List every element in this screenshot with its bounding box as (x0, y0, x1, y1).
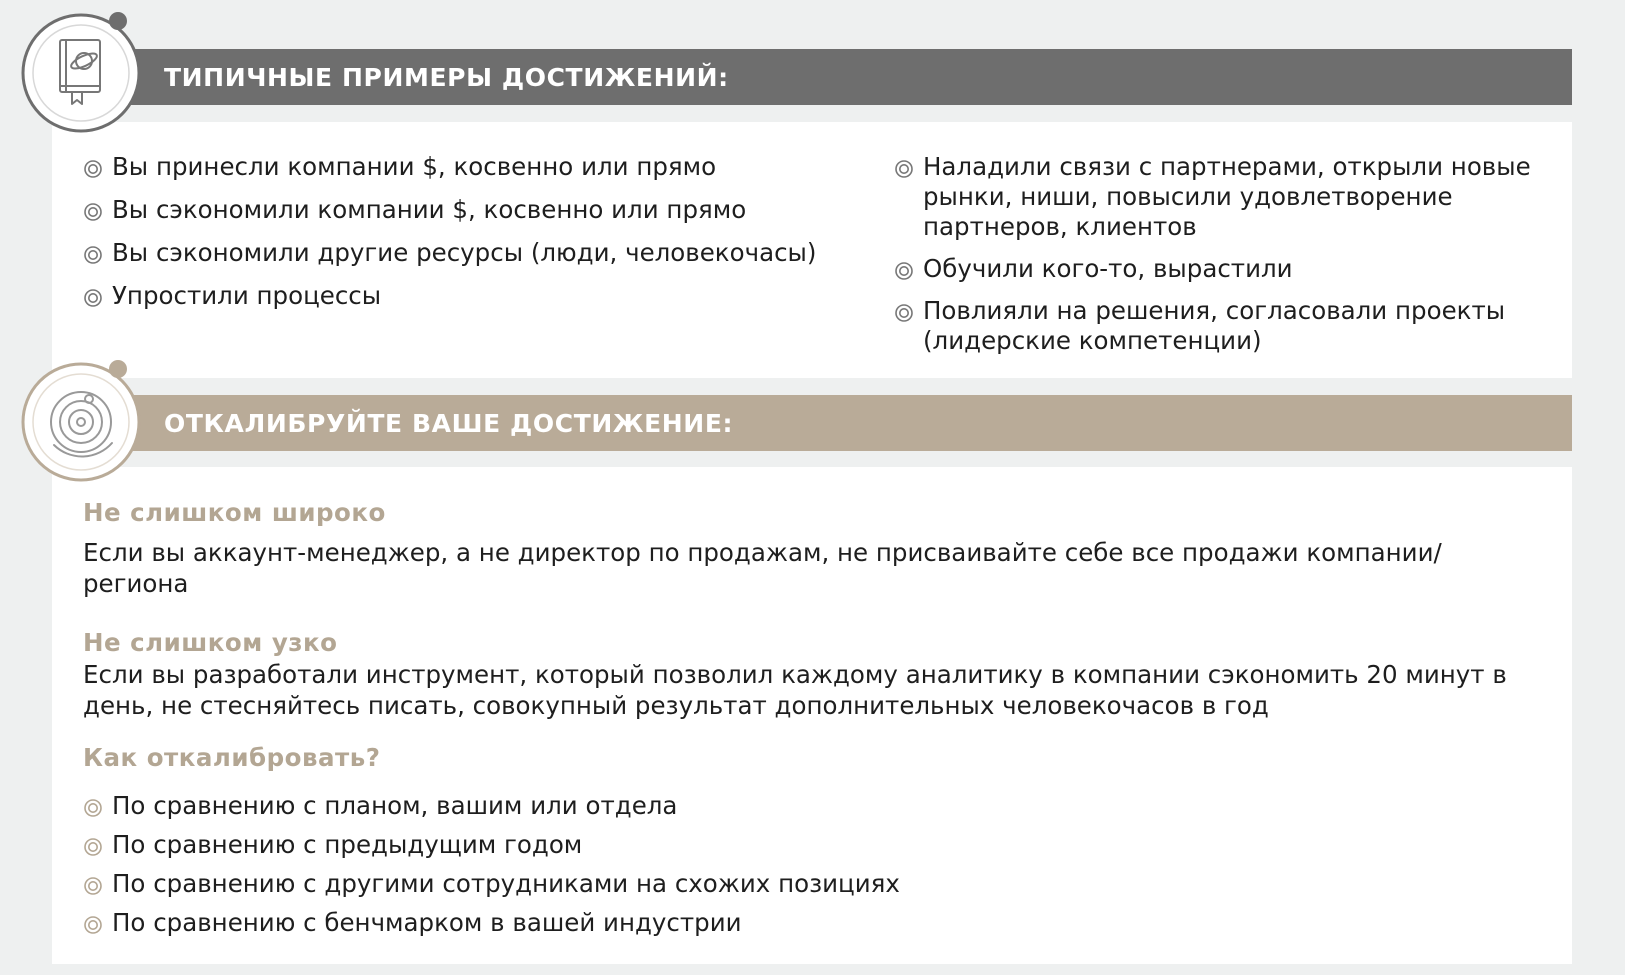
examples-banner (70, 49, 1572, 105)
bullet-icon (83, 202, 103, 222)
bullet-icon (83, 837, 103, 857)
bullet-icon (894, 261, 914, 281)
bullet-icon (83, 245, 103, 265)
list-item: Вы сэкономили компании $, косвенно или прямо (83, 195, 903, 225)
book-icon (16, 6, 146, 136)
bullet-icon (83, 798, 103, 818)
list-item: Вы принесли компании $, косвенно или прямо (83, 152, 903, 182)
bullet-icon (83, 288, 103, 308)
examples-title: ТИПИЧНЫЕ ПРИМЕРЫ ДОСТИЖЕНИЙ: (164, 62, 729, 92)
list-item: По сравнению с предыдущим годом (83, 830, 1283, 860)
how-to-calibrate-heading: Как откалибровать? (83, 743, 381, 772)
list-item: Вы сэкономили другие ресурсы (люди, человекочасы) (83, 238, 903, 268)
calibrate-banner (70, 395, 1572, 451)
bullet-icon (83, 876, 103, 896)
bullet-icon (894, 159, 914, 179)
list-item: Обучили кого-то, вырастили (894, 254, 1544, 284)
bullet-icon (894, 303, 914, 323)
bullet-icon (83, 915, 103, 935)
examples-right-list (894, 152, 1544, 368)
not-too-narrow-text: Если вы разработали инструмент, который позволил каждому аналитику в компании сэкономить 20 минут в день, не стесняйтесь писать, совокупный результат дополнительных человекочасов в год (83, 660, 1507, 720)
not-too-wide-heading: Не слишком широко (83, 498, 386, 527)
list-item: По сравнению с планом, вашим или отдела (83, 791, 1283, 821)
list-item: По сравнению с другими сотрудниками на схожих позициях (83, 869, 1283, 899)
bullet-icon (83, 159, 103, 179)
list-item: Упростили процессы (83, 281, 903, 311)
not-too-narrow-heading: Не слишком узко (83, 628, 338, 657)
list-item: По сравнению с бенчмарком в вашей индустрии (83, 908, 1283, 938)
list-item: Наладили связи с партнерами, открыли новые рынки, ниши, повысили удовлетворение партнеров, клиентов (894, 152, 1544, 242)
not-too-wide-text: Если вы аккаунт-менеджер, а не директор по продажам, не присваивайте себе все продажи компании/региона (83, 538, 1442, 598)
list-item: Повлияли на решения, согласовали проекты (лидерские компетенции) (894, 296, 1544, 356)
examples-left-list (83, 152, 903, 324)
calibrate-list (83, 791, 1283, 947)
calibrate-title: ОТКАЛИБРУЙТЕ ВАШЕ ДОСТИЖЕНИЕ: (164, 408, 734, 438)
target-icon (16, 357, 146, 487)
